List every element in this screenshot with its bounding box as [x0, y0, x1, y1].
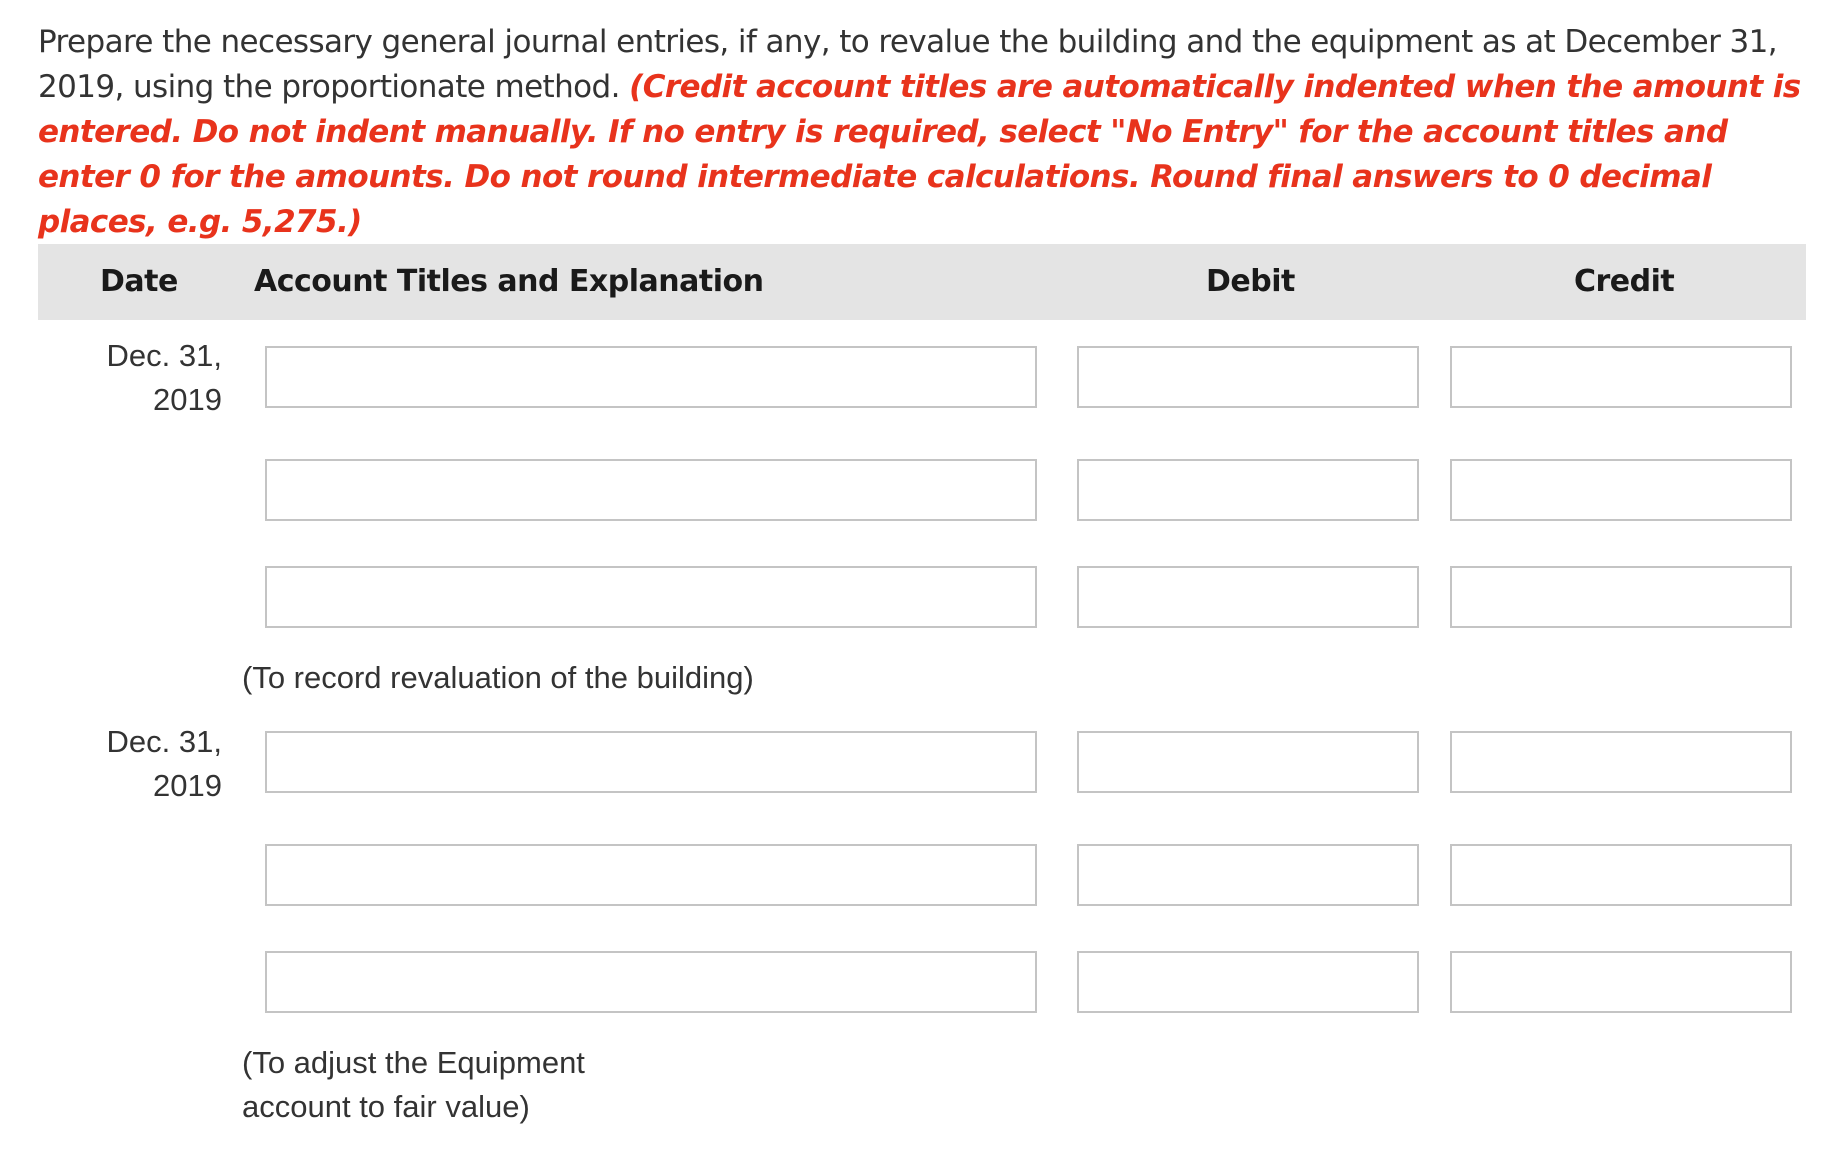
entry-1-date-line1: Dec. 31,	[106, 338, 222, 373]
entry-1-row-2-credit-input[interactable]	[1450, 459, 1792, 521]
entry-1-date-line2: 2019	[153, 382, 222, 417]
header-date: Date	[100, 264, 178, 299]
instructions	[38, 20, 1808, 245]
entry-1-row-1-debit-input[interactable]	[1077, 346, 1419, 408]
entry-2-explanation-line2: account to fair value)	[242, 1089, 530, 1124]
entry-2-row-1-account-input[interactable]	[265, 731, 1037, 793]
entry-2-date-line1: Dec. 31,	[106, 724, 222, 759]
entry-2-row-3-account-input[interactable]	[265, 951, 1037, 1013]
header-debit: Debit	[1206, 264, 1295, 299]
entry-1-row-1-account-input[interactable]	[265, 346, 1037, 408]
entry-2-row-1-credit-input[interactable]	[1450, 731, 1792, 793]
instructions-red-note: (Credit account titles are automatically indented when the amount is entered. Do not indent manually. If no entry is required, select "No Entry" for the account titles and enter 0 for the amounts. Do not round intermediate calculations. Round final answers to 0 decimal places, e.g. 5,275.)	[38, 69, 1801, 240]
entry-2-explanation	[242, 1041, 585, 1129]
entry-2-row-1-debit-input[interactable]	[1077, 731, 1419, 793]
entry-1-row-3-debit-input[interactable]	[1077, 566, 1419, 628]
entry-1-row-1-credit-input[interactable]	[1450, 346, 1792, 408]
entry-1-row-3-credit-input[interactable]	[1450, 566, 1792, 628]
entry-2-row-2-debit-input[interactable]	[1077, 844, 1419, 906]
entry-1-explanation: (To record revaluation of the building)	[242, 660, 754, 695]
entry-2-row-3-debit-input[interactable]	[1077, 951, 1419, 1013]
entry-1-row-2-debit-input[interactable]	[1077, 459, 1419, 521]
entry-2-row-2-credit-input[interactable]	[1450, 844, 1792, 906]
entry-2-row-3-credit-input[interactable]	[1450, 951, 1792, 1013]
entry-1-date	[60, 334, 222, 422]
header-account-titles: Account Titles and Explanation	[254, 264, 764, 299]
instructions-text: Prepare the necessary general journal entries, if any, to revalue the building and the equipment as at December 31, 2019, using the proportionate method.	[38, 24, 1778, 105]
entry-2-row-2-account-input[interactable]	[265, 844, 1037, 906]
header-credit: Credit	[1574, 264, 1675, 299]
entry-2-date	[60, 720, 222, 808]
entry-2-explanation-line1: (To adjust the Equipment	[242, 1045, 585, 1080]
entry-2-date-line2: 2019	[153, 768, 222, 803]
journal-table-header	[38, 244, 1806, 320]
entry-1-row-3-account-input[interactable]	[265, 566, 1037, 628]
entry-1-row-2-account-input[interactable]	[265, 459, 1037, 521]
